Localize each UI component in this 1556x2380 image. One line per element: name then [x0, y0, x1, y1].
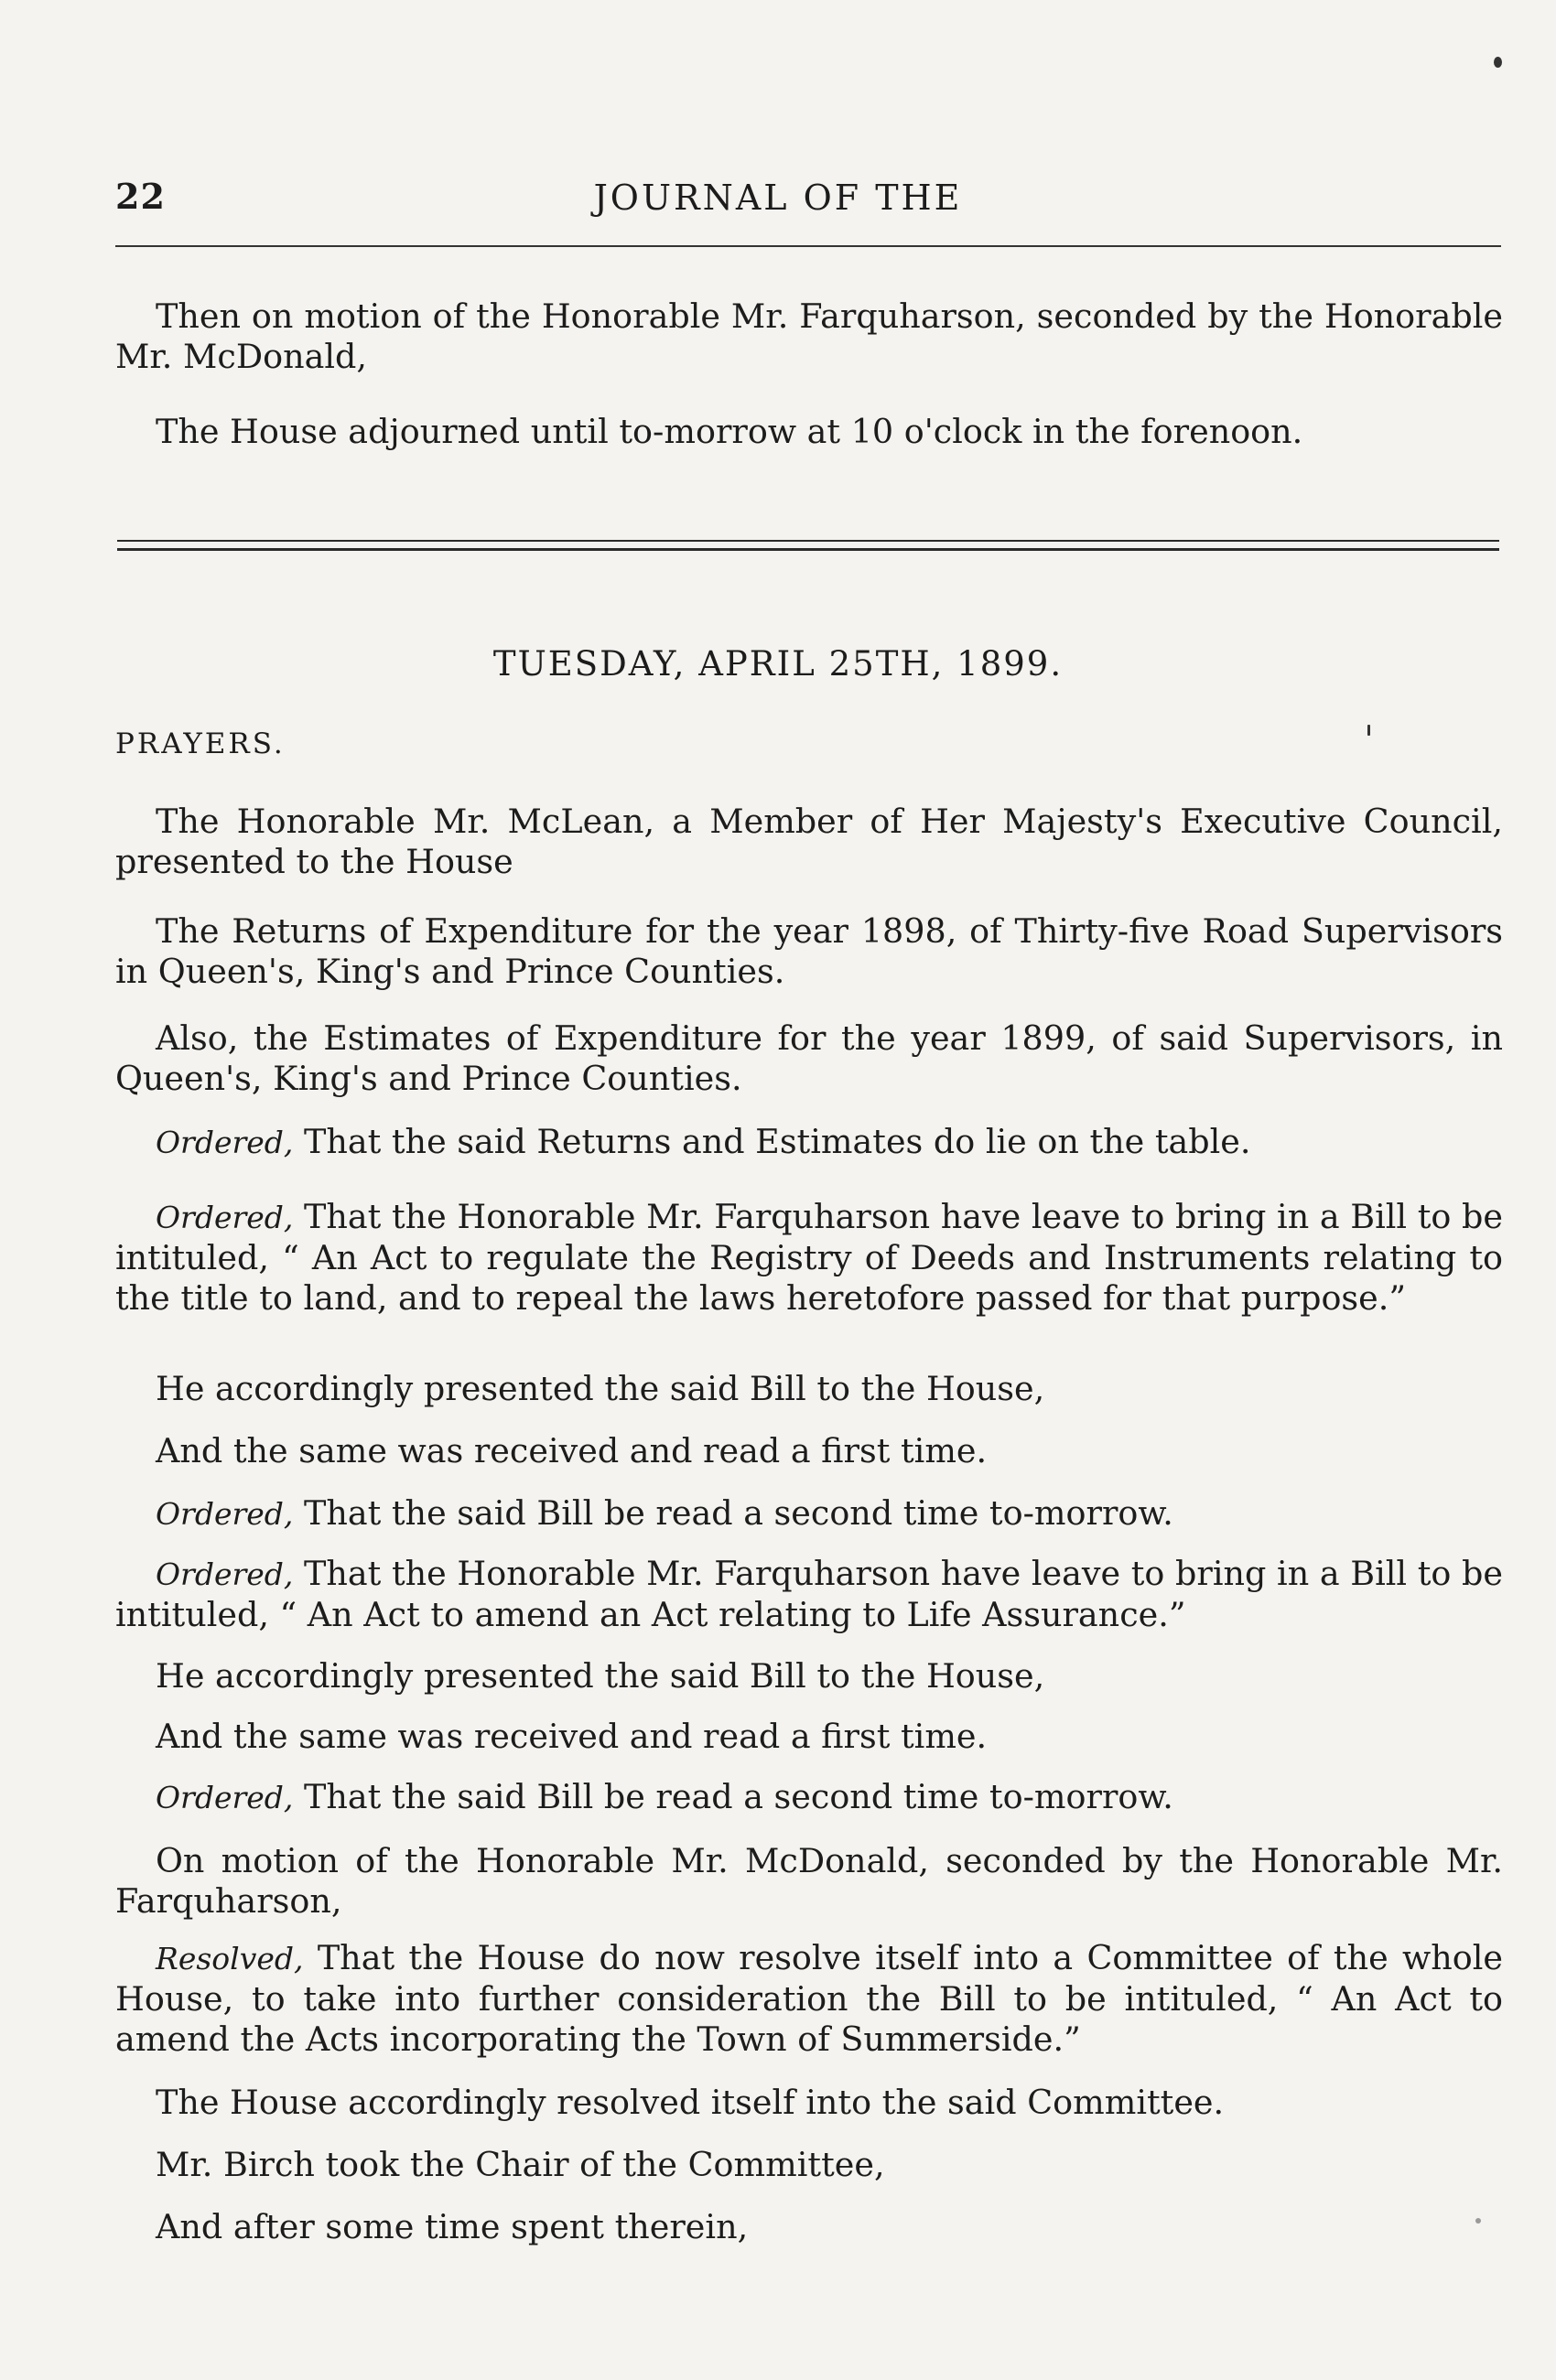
resolution-text: That the House do now resolve itself into a Committee of the whole House, to take into further consideration the Bill to be intituled, “ An Act to amend the Acts incorporating the Town of Summerside.”: [115, 1938, 1503, 2059]
adjournment-paragraph: The House adjourned until to-morrow at 10 o'clock in the forenoon.: [156, 412, 1303, 451]
chair-paragraph: Mr. Birch took the Chair of the Committee,: [156, 2145, 885, 2184]
header-rule: [115, 245, 1501, 247]
resolved-label: Resolved,: [156, 1941, 304, 1976]
date-heading: TUESDAY, APRIL 25TH, 1899.: [492, 644, 1064, 684]
ink-speck: [1475, 2218, 1481, 2224]
committee-motion: On motion of the Honorable Mr. McDonald, seconded by the Honorable Mr. Farquharson,: [115, 1841, 1503, 1921]
order-registry-bill: [115, 1197, 1503, 1319]
running-head: JOURNAL OF THE: [593, 178, 963, 218]
bill-first-reading: And the same was received and read a first time.: [156, 1431, 988, 1470]
order-text: That the said Returns and Estimates do lie on the table.: [293, 1122, 1251, 1161]
bill-presented: He accordingly presented the said Bill to the House,: [156, 1656, 1045, 1696]
order-lie-on-table: [115, 1122, 1503, 1163]
resolution-paragraph: [115, 1938, 1503, 2060]
order-text: That the Honorable Mr. Farquharson have leave to bring in a Bill to be intituled, “ An Act to regulate the Registry of Deeds and Instruments relating to the title to land, and to repeal the laws heretofore passed for that purpose.”: [115, 1197, 1503, 1318]
time-spent-paragraph: And after some time spent therein,: [156, 2207, 749, 2246]
bill-first-reading: And the same was received and read a first time.: [156, 1717, 988, 1756]
ink-speck: [1367, 725, 1370, 736]
prayers-heading: PRAYERS.: [115, 727, 286, 760]
order-text: That the said Bill be read a second time to-morrow.: [293, 1493, 1173, 1533]
ink-speck: [1494, 57, 1502, 68]
order-second-reading: [115, 1777, 1503, 1818]
ordered-label: Ordered,: [156, 1780, 294, 1815]
ordered-label: Ordered,: [156, 1496, 294, 1532]
estimates-paragraph: Also, the Estimates of Expenditure for the year 1899, of said Supervisors, in Queen's, King's and Prince Counties.: [115, 1018, 1503, 1098]
page-number: 22: [115, 176, 166, 217]
ordered-label: Ordered,: [156, 1556, 294, 1592]
bill-presented: He accordingly presented the said Bill to the House,: [156, 1369, 1045, 1408]
section-divider: [117, 540, 1499, 555]
ordered-label: Ordered,: [156, 1200, 294, 1235]
motion-paragraph: Then on motion of the Honorable Mr. Farquharson, seconded by the Honorable Mr. McDonald,: [115, 296, 1503, 376]
order-life-assurance-bill: [115, 1554, 1503, 1635]
presentation-paragraph: The Honorable Mr. McLean, a Member of Her Majesty's Executive Council, presented to the House: [115, 802, 1503, 881]
order-text: That the Honorable Mr. Farquharson have leave to bring in a Bill to be intituled, “ An Act to amend an Act relating to Life Assurance.”: [115, 1554, 1503, 1634]
committee-resolved: The House accordingly resolved itself into the said Committee.: [156, 2083, 1225, 2122]
returns-paragraph: The Returns of Expenditure for the year 1898, of Thirty-five Road Supervisors in Queen's, King's and Prince Counties.: [115, 911, 1503, 991]
ordered-label: Ordered,: [156, 1125, 294, 1160]
order-second-reading: [115, 1493, 1503, 1535]
order-text: That the said Bill be read a second time to-morrow.: [293, 1777, 1173, 1816]
